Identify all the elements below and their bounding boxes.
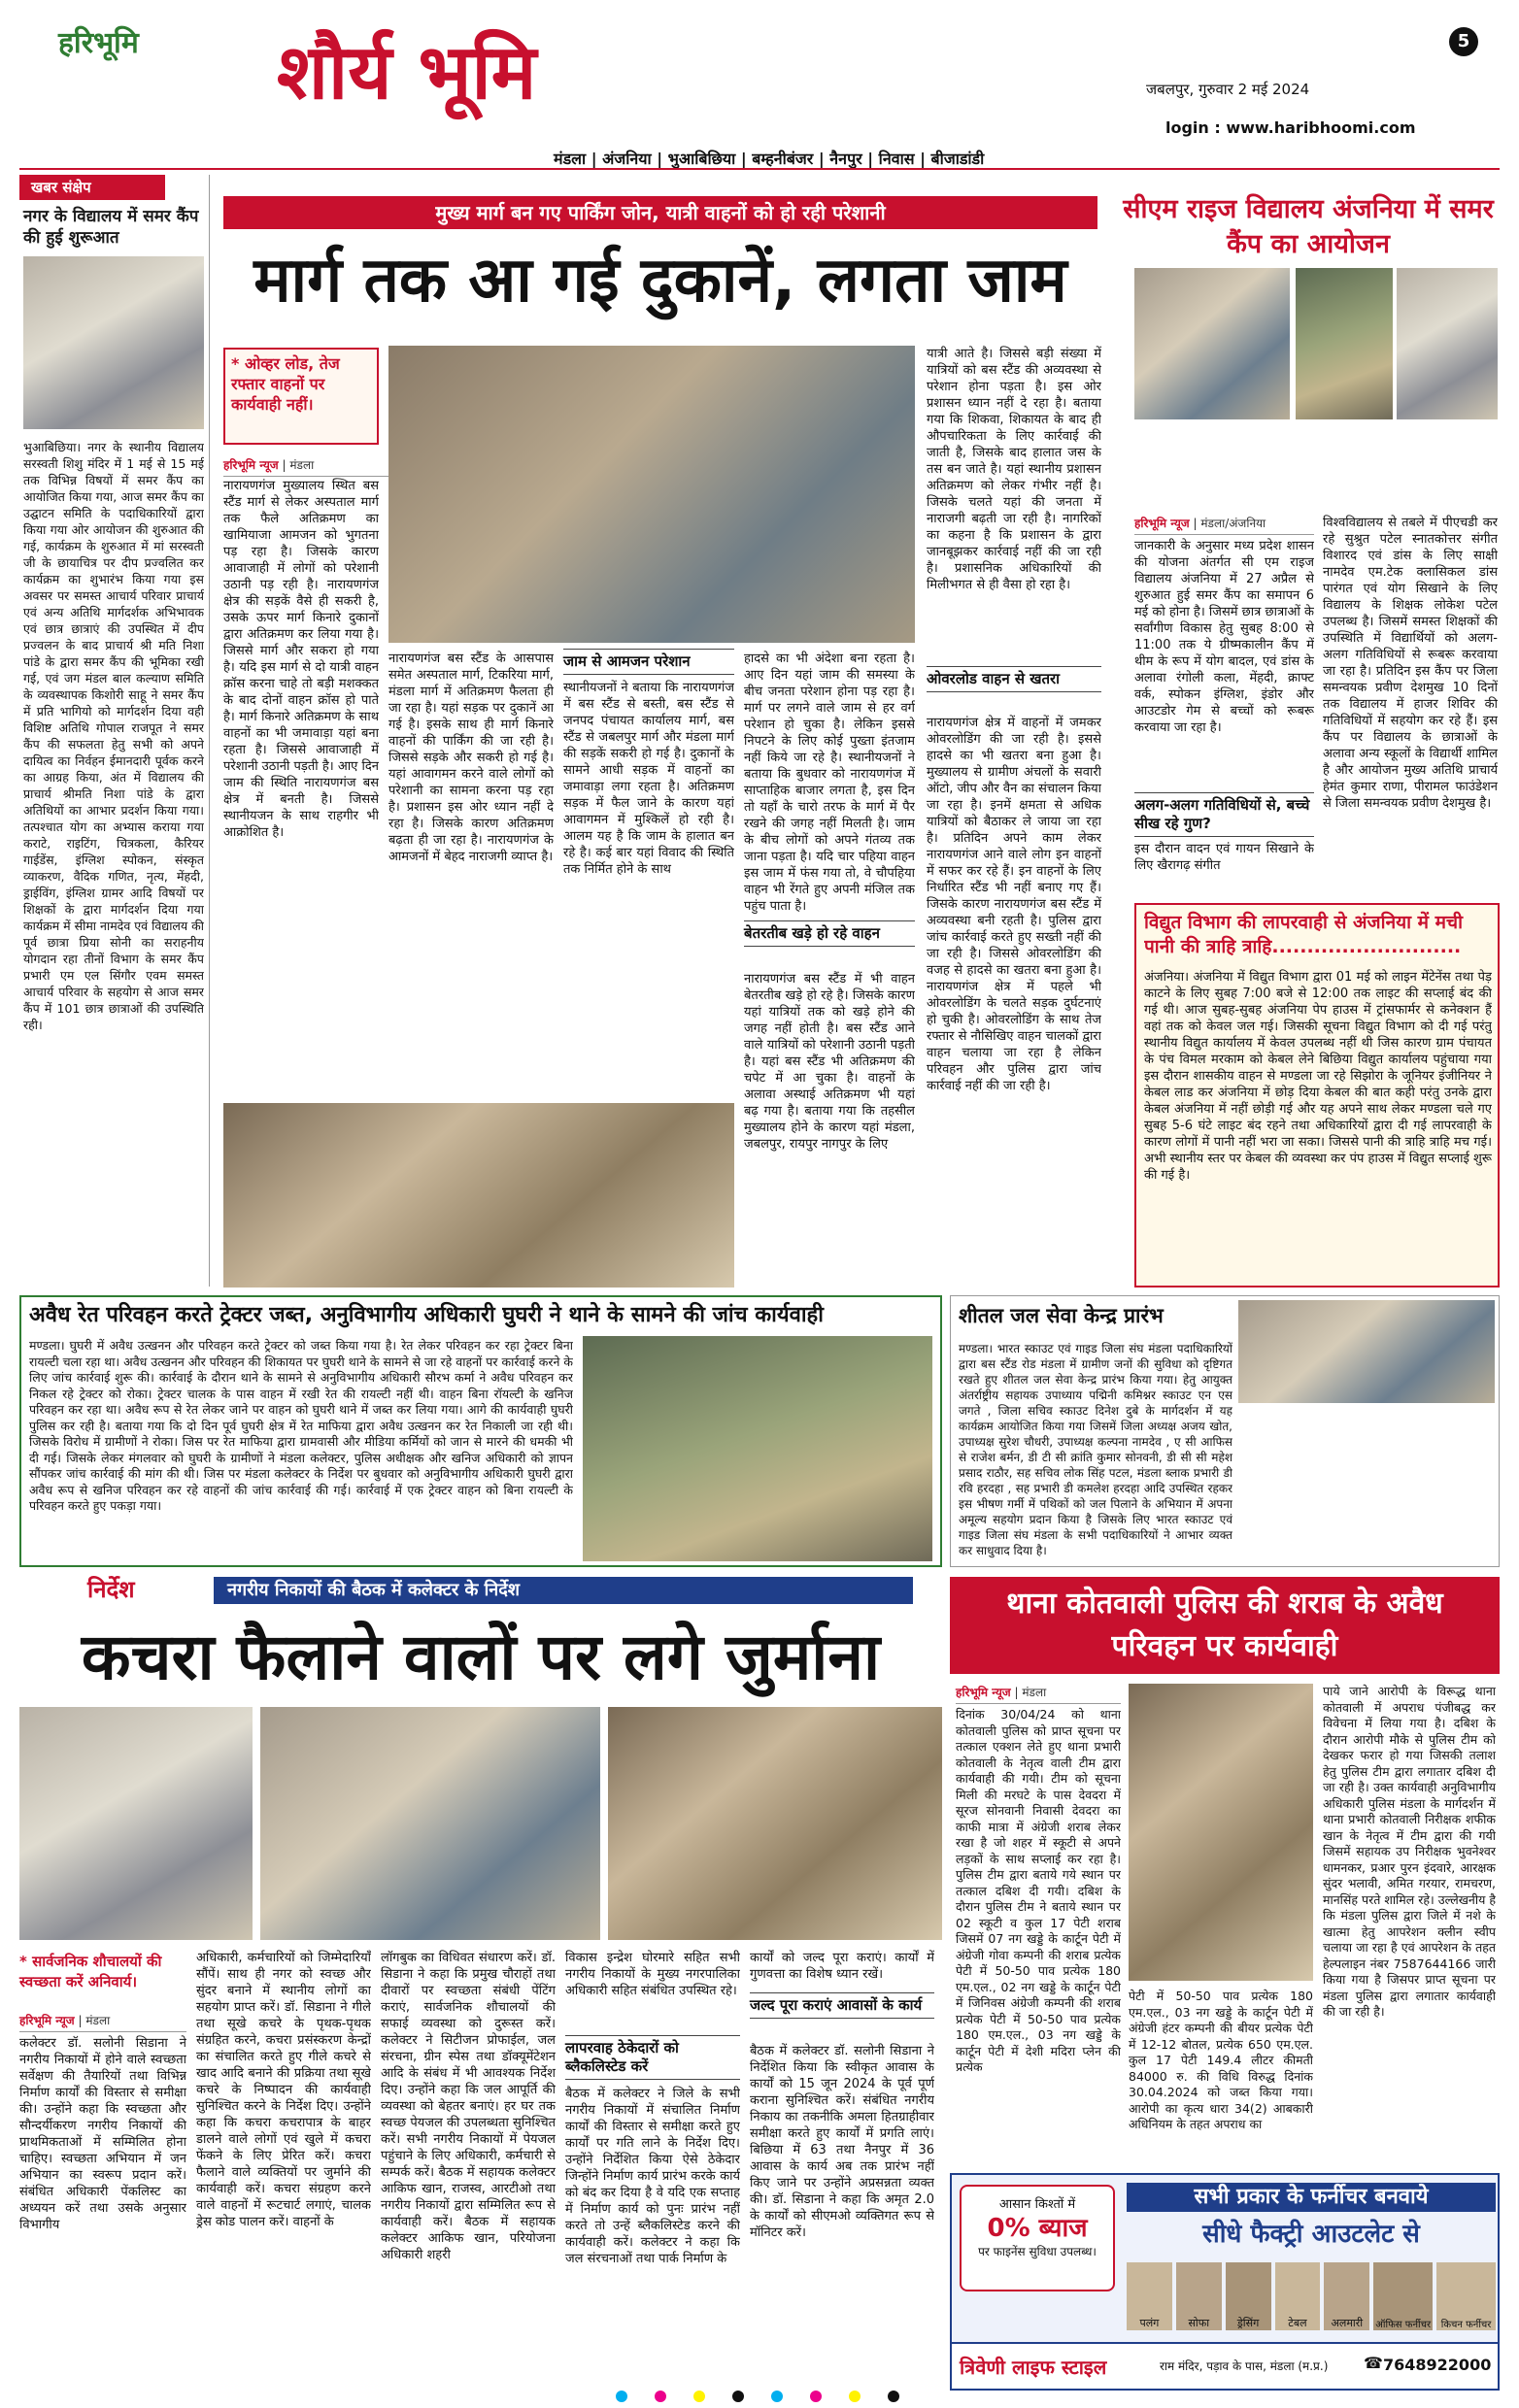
cm-rise-story [1117,175,1500,893]
water-body: मण्डला। भारत स्काउट एवं गाइड जिला संघ मंडला पदाधिकारियों द्वारा बस स्टैंड रोड मंडला में ग्रामीण जनों की सुविधा को दृष्टिगत रखते हुए शीतल जल सेवा केन्द्र प्रारंभ किया गया। हेतु आयुक्त अंतर्राष्ट्रीय सहायक उपाध्याय पद्मिनी कमिश्नर स्काउट एन एस जगते , जिला सचिव स्काउट दिनेश दुबे के मार्गदर्शन में यह कार्यक्रम आयोजित किया गया जिसमें जिला अध्यक्ष अजय खोत, उपाध्यक्ष सुरेश चौधरी, उपाध्यक्ष कल्पना नामदेव , ए सी आफिस से राजेश बर्मन, डी टी सी क्रांति कुमार सोनवनी, डी सी सी महेश प्रसाद राठौर, सह सचिव लोक सिंह पटल, मंडला ब्लाक प्रभारी डी रवि हरदहा , सह प्रभारी डी कमलेश हरदहा आदि उपस्थित रहकर इस भीषण गर्मी में पथिकों को जल पिलाने के अभियान में अपना अमूल्य सहयोग प्रदान किया है जिसके लिए भारत स्काउट एवं गाइड जिला संघ मंडला के सभी पदाधिकारियों ने आभार व्यक्त कर साधुवाद दिया है। [959,1342,1232,1557]
collector-callout: * सार्वजनिक शौचालयों की स्वच्छता करें अनिवार्य। [19,1953,162,1990]
ad-brand: त्रिवेणी लाइफ स्टाइल [960,2356,1107,2379]
cm-rise-photo-3 [1397,268,1498,419]
brief-photo [23,256,204,429]
police-byline-brand: हरिभूमि न्यूज [956,1686,1011,1699]
ad-offer-mid: 0% ब्याज [987,2214,1088,2243]
cm-rise-byline-place: मंडला/अंजनिया [1200,517,1266,530]
ad-item: ड्रेसिंग [1226,2262,1271,2330]
reg-dot-cyan [616,2391,627,2402]
registration-marks [175,2391,1340,2406]
brief-label: खबर संक्षेप [19,175,165,200]
collector-col4b: बैठक में कलेक्टर ने जिले के सभी नगरीय निकायों में संचालित निर्माण कार्यों की विस्तार से समीक्षा करते हुए कार्यों पर गति लाने के निर्देश दिए। उन्होंने निर्देशित किया ऐसे ठेकेदार जिन्होंने निर्माण कार्य प्रारंभ करके कार्य को बंद कर दिया है वे यदि एक सप्ताह में निर्माण कार्य को पुनः प्रारंभ नहीं करते तो उन्हें ब्लैकलिस्टेड करने की कार्यवाही करें। कलेक्टर ने कहा कि जल संरचनाओं तथा पार्क निर्माण के [565,2087,740,2266]
lead-col4b: नारायणगंज बस स्टैंड में भी वाहन बेतरतीब खड़े हो रहे है। जिसके कारण यहां यात्रियों तक को खड़े होने की जगह नहीं होती है। बस स्टैंड आने वाले यात्रियों को परेशानी उठानी पड़ती है। यहां बस स्टैंड भी अतिक्रमण की चपेट में आ चुका है। वाहनों के अलावा अस्थाई अतिक्रमण भी यहां बढ़ गया है। बताया गया कि तहसील मुख्यालय होने के कारण यहां मंडला, जबलपुर, रायपुर नागपुर के लिए [744,972,915,1152]
cm-rise-headline: सीएम राइज विद्यालय अंजनिया में समर कैंप का आयोजन [1123,194,1494,259]
ad-item: टेबल [1275,2262,1321,2330]
police-byline-place: मंडला [1022,1686,1047,1699]
issue-date: जबलपुर, गुरुवार 2 मई 2024 [1146,81,1310,98]
brief-body: भुआबिछिया। नगर के स्थानीय विद्यालय सरस्वती शिशु मंदिर में 1 मई से 15 मई तक विभिन्न विषयों में समर कैंप का आयोजित किया गया, आज समर कैंप का उद्घाटन समिति के पदाधिकारियों द्वारा किया गया ओर आयोजन की शुरुआत की गई, कार्यक्रम के शुरुआत में मां सरस्वती जी के छायाचित्र पर दीप प्रज्वलित कर कार्यक्रम का शुभारंभ किया गया इस अवसर पर समस्त आचार्य परिवार प्राचार्य एवं अन्य अतिथि मार्गदर्शक अभिभावक एवं छात्र छात्राएं की उपस्थित में दीप प्रज्वलन के बाद प्राचार्य श्री मति निशा पांडे के द्वारा समर कैंप की भूमिका रखी गई, एवं जग मंडल बाल कल्याण समिति के व्यवस्थापक किशोरी साहू ने समर कैंप में प्रति भागियो को मार्गदर्शन दिया वही विशिष्ट अतिथि गोपाल राजपूत ने समर कैंप की सफलता हेतु सभी को अपने दायित्व का निर्वहन ईमानदारी पूर्वक करने का आग्रह किया, अंत में विद्यालय की प्राचार्य श्रीमति निशा पांडे के द्वारा अतिथियों का आभार प्रदर्शन किया गया। तत्पश्चात योग का अभ्यास कराया गया कराटे, राइटिंग, चित्रकला, कैरियर गाईडेंस, इंग्लिश स्पोकन, संस्कृत व्याकरण, वैदिक गणित, नृत्य, मेंहदी, ड्राईविंग, इंग्लिश ग्रामर आदि विषयों पर शिक्षकों के द्वारा मार्गदर्शन दिया गया कार्यक्रम में सीमा नामदेव एवं विद्यालय की पूर्व छात्रा प्रिया सोनी का सराहनीय योगदान रहा तीनों विभाग के समर कैंप प्रभारी एम एल सिंगौर एवम समस्त आचार्य परिवार के सहयोग से आज समर कैंप में 101 छात्र छात्राओं की उपस्थिति रही। [23,440,204,1032]
brief-column [19,175,210,1287]
lead-kicker: मुख्य मार्ग बन गए पार्किंग जोन, यात्री वाहनों को हो रही परेशानी [223,196,1097,229]
ad-offer [960,2185,1115,2291]
collector-col5b: बैठक में कलेक्टर डॉ. सलोनी सिडाना ने निर्देशित किया कि स्वीकृत आवास के कार्यों को 15 जून 2024 के पूर्व पूर्ण कराना सुनिश्चित करें। संबंधित नगरीय निकाय का तकनीकि अमला हितग्राहीवार समीक्षा करते हुए कार्यों में प्रगति लाएं। बिछिया में 63 तथा नैनपुर में 36 आवास के कार्य अब तक प्रारंभ नहीं किए जाने पर उन्होंने अप्रसन्नता व्यक्त की। डॉ. सिडाना ने कहा कि अमृत 2.0 के कार्यों को सीएमओ व्यक्तिगत रूप से मॉनिटर करें। [750,2044,934,2240]
login-url[interactable]: login : www.haribhoomi.com [1165,118,1416,137]
lead-col1: नारायणगंज मुख्यालय स्थित बस स्टैंड मार्ग से लेकर अस्पताल मार्ग तक फैले अतिक्रमण का खामियाजा आमजन को भुगतना पड़ रहा है। जिसके कारण आवाजाही में लोगों को परेशानी उठानी पड़ रही है। नारायणगंज क्षेत्र की सड़कें वैसे ही सकरी है, उसके ऊपर मार्ग किनारे दुकानों द्वारा अतिक्रमण कर लिया गया है। जिससे मार्ग और सकरा हो गया है। यदि इस मार्ग से दो यात्री वाहन क्रॉस करना चाहे तो बड़ी मशक्कत के बाद दोनों वाहन क्रॉस हो पाते है। मार्ग किनारे अतिक्रमण के साथ वाहनों का भी जमावाड़ा यहां बना रहता है। जिससे आवाजाही में परेशानी उठानी पड़ती है। आए दिन जाम की स्थिति नारायणगंज बस क्षेत्र में बनती है। जिससे स्थानीयजन के साथ राहगीर भी आक्रोशित है। [223,479,379,840]
cm-rise-byline: हरिभूमि न्यूज | मंडला/अंजनिया [1134,515,1314,535]
collector-col3: लॉगबुक का विधिवत संधारण करें। डॉ. सिडाना ने कहा कि प्रमुख चौराहों तथा दीवारों पर स्वच्छता संबंधी पेंटिंग कराएं, सार्वजनिक शौचालयों की सफाई व्यवस्था को दुरूस्त करें। कलेक्टर ने सिटीजन प्रोफाईल, जल संरचना, ग्रीन स्पेस तथा डॉक्यूमेंटेशन आदि के संबंध में भी आवश्यक निर्देश दिए। उन्होंने कहा कि जल आपूर्ति की व्यवस्था को बेहतर बनाएं। हर घर तक स्वच्छ पेयजल की उपलब्धता सुनिश्चित करें। सभी नगरीय निकायों में पेयजल पहुंचाने के लिए अधिकारी, कर्मचारी से सम्पर्क करें। बैठक में सहायक कलेक्टर आकिफ खान, राजस्व, आरटीओ तथा नगरीय निकायों द्वारा सम्मिलित रूप से कार्यवाही करें। बैठक में सहायक कलेक्टर आकिफ खान, परियोजना अधिकारी शहरी [381,1951,556,2262]
lead-callout: * ओव्हर लोड, तेज रफ्तार वाहनों पर कार्यवाही नहीं। [231,354,340,414]
reg-dot-black [888,2391,899,2402]
collector-col1: कलेक्टर डॉ. सलोनी सिडाना ने नगरीय निकायों में होने वाले स्वच्छता सर्वेक्षण की तैयारियों तथा विभिन्न निर्माण कार्यों की विस्तार से समीक्षा की। उन्होंने कहा कि स्वच्छता और सौन्दर्यीकरण नगरीय निकायों की प्राथमिकताओं में सम्मिलित होना चाहिए। स्वच्छता अभियान में जन अभियान का स्वरूप प्रदान करें। संबंधित अधिकारी पेंकलिस्ट का अध्ययन करें तथा उसके अनुसार विभागीय [19,2036,186,2232]
reg-dot-yellow [693,2391,705,2402]
cm-rise-photo-1 [1134,268,1290,419]
sand-photo [583,1336,932,1561]
ad-sub: सीधे फैक्ट्री आउटलेट से [1202,2220,1420,2249]
collector-col5-sub: जल्द पूरा कराएं आवासों के कार्य [750,1992,934,2019]
police-story [950,1577,1500,2165]
lead-col5b: नारायणगंज क्षेत्र में वाहनों में जमकर ओवरलोडिंग की जा रही है। इससे हादसे का भी खतरा बना हुआ है। मुख्यालय से ग्रामीण अंचलों के सवारी ऑटो, जीप और वैन का संचालन किया जा रहा है। इनमें क्षमता से अधिक यात्रियों को बैठाकर ले जाया जा रहा है। प्रतिदिन अपने काम लेकर नारायणगंज आने वाले लोग इन वाहनों में सफर कर रहे हैं। इन वाहनों के लिए निर्धारित स्टैंड भी नहीं बनाए गए हैं। जिसके कारण नारायणगंज बस स्टैंड में अव्यवस्था बनी रहती है। पुलिस द्वारा जांच कार्रवाई करते हुए सख्ती नहीं की जा रही है। जिससे ओवरलोडिंग की वजह से हादसे का खतरा बना हुआ है। नारायणगंज क्षेत्र में पहले भी ओवरलोडिंग के चलते सड़क दुर्घटनाएं हो चुकी है। ओवरलोडिंग के साथ तेज रफ्तार से नौसिखिए वाहन चालकों द्वारा वाहन चलाया जा रहा है लेकिन परिवहन और पुलिस द्वारा जांच कार्रवाई नहीं की जा रही है। [927,716,1101,1093]
collector-photo-3 [608,1707,942,1940]
collector-byline: हरिभूमि न्यूज | मंडला [19,2012,186,2032]
ad-top: सभी प्रकार के फर्नीचर बनवाये [1127,2183,1496,2212]
police-headline: थाना कोतवाली पुलिस की शराब के अवैध परिवहन पर कार्यवाही [950,1577,1500,1674]
phone-icon: ☎ [1364,2354,1383,2372]
lead-col3-sub: जाम से आमजन परेशान [563,649,734,675]
lead-col4-sub: बेतरतीब खड़े हो रहे वाहन [744,920,915,947]
cm-rise-col1b: इस दौरान वादन एवं गायन सिखाने के लिए खैरागढ़ संगीत [1134,842,1314,873]
lead-col2: नारायणगंज बस स्टैंड के आसपास समेत अस्पताल मार्ग, टिकरिया मार्ग, मंडला मार्ग में अतिक्रमण फैलता ही जा रहा है। यहां सड़क पर दुकानें आ गई है। इसके साथ ही मार्ग किनारे वाहनों की पार्किंग की जा रही है। जिससे सड़के और सकरी हो गई है। यहां आवागमन करने वाले लोगों को परेशानी का सामना करना पड़ रहा है। प्रशासन इस ओर ध्यान नहीं दे रहा है। जिसके कारण अतिक्रमण बढ़ता ही जा रहा है। नारायणगंज के आमजनों में बेहद नाराजगी व्याप्त है। [388,652,554,864]
lead-photo-bottom [223,1103,734,1288]
lead-photo-top [388,346,915,643]
electricity-story [1134,903,1500,1288]
ad-item: ऑफिस फर्नीचर [1373,2262,1433,2330]
police-photo [1129,1684,1313,1981]
cm-rise-col1: जानकारी के अनुसार मध्य प्रदेश शासन की योजना अंतर्गत सी एम राइज विद्यालय अंजनिया में 27 अप्रैल से शुरुआत हुई समर कैंप का समापन 6 मई को होना है। जिसमें छात्र छात्राओं के सर्वांगीण विकास हेतु सुबह 8:00 से 11:00 तक ये ग्रीष्मकालीन कैंप में थीम के रूप में योग बादल, एवं डांस के अलावा रंगोली कला, मेंहदी, क्राफ्ट वर्क, स्पोकन इंग्लिश, इंडोर और आउटडोर गेम से बच्चों को रूबरू करवाया जा रहा है। [1134,539,1314,735]
lead-story [216,175,1109,1291]
lead-byline: हरिभूमि न्यूज | मंडला [223,456,456,477]
reg-dot-magenta [810,2391,822,2402]
cm-rise-byline-brand: हरिभूमि न्यूज [1134,517,1190,530]
electricity-body: अंजनिया। अंजनिया में विद्युत विभाग द्वारा 01 मई को लाइन मेंटेनेंस तथा पेड़ काटने के लिए सुबह 7:00 बजे से 12:00 तक लाइट की सप्लाई बंद की गई थी। आज सुबह-सुबह अंजनिया पेप हाउस में ट्रांसफार्मर से कनेक्शन हैं वहां तक को केवल जल गई। जिसकी सूचना विद्युत विभाग को दी गई परंतु स्थानीय विद्युत कार्यालय में केवल उपलब्ध नहीं थी जिस कारण ग्राम पंचायत के पंच विमल मरकाम को केबल लेने बिछिया विद्युत कार्यालय पहुंचाया गया इस दौरान शासकीय वाहन से मण्डला जा रहे सिझोरा के जूनियर इंजीनियर ने केबल लाड कर अंजनिया में छोड़ दिया केबल की बात कही परंतु उनके द्वारा केबल अंजनिया में नहीं छोड़ी गई और यह अपने साथ लेकर मण्डला चले गए सुबह 5-6 घंटे लाइट बंद रहने तथा अधिकारियों द्वारा दी गई लापरवाही के कारण लोगों में पानी नहीं भरा जा सका। जिससे पानी की त्राहि त्राहि मच गई। अभी स्थानीय स्तर पर केबल की व्यवस्था कर पंप हाउस में विद्युत सप्लाई शुरू की गई है। [1144,970,1492,1183]
police-col3: पाये जाने आरोपी के विरूद्ध थाना कोतवाली में अपराध पंजीबद्ध कर विवेचना में लिया गया है। दबिश के दौरान आरोपी मौके से पुलिस टीम को देखकर फरार हो गया जिसकी तलाश हेतु पुलिस टीम द्वारा लगातार दबिश दी जा रही है। उक्त कार्यवाही अनुविभागीय अधिकारी पुलिस मंडला के मार्गदर्शन में थाना प्रभारी कोतवाली निरीक्षक शफीक खान के नेतृत्व में टीम द्वारा की गयी जिसमें सहायक उप निरीक्षक भुवनेश्वर धामनकर, प्रआर पुरन इंदवारे, आरक्षक सुंदर भलावी, अमित गरयार, रामचरण, मानसिंह परते शामिल रहे। उल्लेखनीय है कि मंडला पुलिस द्वारा जिले में नशे के खात्मा हेतु आपरेशन क्लीन स्वीप चलाया जा रहा है एवं आपरेशन के तहत हेल्पलाइन नंबर 7587644166 जारी किया गया है जिसपर प्राप्त सूचना पर मंडला पुलिस द्वारा लगातार कार्यवाही की जा रही है। [1323,1684,1496,2019]
section-title: शौर्य भूमि [277,29,537,117]
ad-items [1127,2262,1496,2330]
ad-offer-bottom: पर फाइनेंस सुविधा उपलब्ध। [978,2245,1097,2258]
reg-dot-black [732,2391,744,2402]
reg-dot-magenta [655,2391,666,2402]
cm-rise-col1-sub: अलग-अलग गतिविधियों से, बच्चे सीख रहे गुण? [1134,792,1314,837]
sand-headline: अवैध रेत परिवहन करते ट्रेक्टर जब्त, अनुविभागीय अधिकारी घुघरी ने थाने के सामने की जांच कार्यवाही [29,1303,824,1327]
lead-byline-brand: हरिभूमि न्यूज [223,458,279,472]
collector-byline-brand: हरिभूमि न्यूज [19,2014,75,2027]
electricity-headline: विद्युत विभाग की लापरवाही से अंजनिया में मची पानी की त्राहि त्राहि........................... [1144,912,1463,957]
ad-footer [952,2342,1498,2389]
ad-item: किचन फर्नीचर [1436,2262,1496,2330]
brand-logo: हरिभूमि [58,26,139,60]
ad-offer-top: आसान किश्तों में [998,2197,1076,2212]
lead-headline: मार्ग तक आ गई दुकानें, लगता जाम [253,245,1067,317]
furniture-ad[interactable] [950,2173,1500,2391]
collector-col2: अधिकारी, कर्मचारियों को जिम्मेदारियाँ सौंपें। साथ ही नगर को स्वच्छ और सुंदर बनाने में स्थानीय लोगों का सहयोग प्राप्त करें। डॉ. सिडाना ने गीले तथा सूखे कचरे के पृथक-पृथक संग्रहित करने, कचरा प्रसंस्करण केन्द्रों का संचालित करते हुए गीले कचरे से खाद आदि बनाने की प्रक्रिया तथा सूखे कचरे के निष्पादन की कार्यवाही सुनिश्चित करने के निर्देश दिए। उन्होंने कहा कि कचरा कचरापात्र के बाहर डालने वाले लोगों एवं खुले में कचरा फेंकने के लिए प्रेरित करें। कचरा फैलाने वाले व्यक्तियों पर जुर्माने की कार्यवाही करें। कचरा संग्रहण करने वाले वाहनों में रूटचार्ट लगाएं, चालक ड्रेस कोड पालन करें। वाहनों के [196,1951,371,2229]
places-bar: मंडला | अंजनिया | भुआबिछिया | बम्हनीबंजर | नैनपुर | निवास | बीजाडांडी [554,150,985,168]
lead-callout-box [223,348,379,445]
collector-kicker: नगरीय निकायों की बैठक में कलेक्टर के निर्देश [214,1577,913,1604]
collector-label: निर्देश [87,1576,135,1603]
ad-item: सोफा [1176,2262,1222,2330]
water-story [950,1295,1500,1567]
ad-item: पलंग [1127,2262,1172,2330]
collector-story [19,1573,942,2389]
lead-byline-place: मंडला [289,458,315,472]
collector-col5: कार्यों को जल्द पूरा कराएं। कार्यों में गुणवत्ता का विशेष ध्यान रखें। [750,1951,934,1982]
lead-col5: यात्री आते है। जिससे बड़ी संख्या में यात्रियों को बस स्टैंड की अव्यवस्था से परेशान होना पड़ता है। इस ओर प्रशासन ध्यान नहीं दे रहा है। बताया गया कि शिकवा, शिकायत के बाद ही औपचारिकता के लिए कार्रवाई की जाती है, जिसके बाद हालात जस के तस बन जाते है। यहां स्थानीय प्रशासन अतिक्रमण को लेकर गंभीर नहीं है। जिसके चलते यहां की जनता में नाराजगी बढ़ती जा रही है। नागरिकों का कहना है कि प्रशासन के द्वारा जानबूझकर कार्रवाई नहीं की जा रही है। प्रशासनिक अधिकारियों की मिलीभगत से ही वैसा हो रहा है। [927,347,1101,592]
ad-phone[interactable]: 7648922000 [1383,2356,1492,2374]
sand-story [19,1295,942,1567]
masthead [0,0,1519,170]
cm-rise-photo-2 [1296,268,1393,419]
collector-col4-sub: लापरवाह ठेकेदारों को ब्लैकलिस्टेड करें [565,2035,740,2080]
lead-col4: हादसे का भी अंदेशा बना रहता है। आए दिन यहां जाम की समस्या के बीच जनता परेशान होना पड़ रहा है। मार्ग पर लगने वाले जाम से हर वर्ग परेशान हो चुका है। लेकिन इससे निपटने के लिए कोई पुख्ता इंतजाम नहीं किये जा रहे है। स्थानीयजनों ने बताया कि बुधवार को नारायणगंज में साप्ताहिक बाजार लगता है, इस दिन तो यहाँ के चारो तरफ के मार्ग में पैर रखने की जगह नहीं मिलती है। जाम के बीच लोगों को अपने गंतव्य तक जाना पड़ता है। यदि चार पहिया वाहन इस जाम में फंस गया तो, वे चौपहिया वाहन भी रेंगते हुए अपनी मंजिल तक पहुंच पाता है। [744,652,915,914]
lead-col3: स्थानीयजनों ने बताया कि नारायणगंज में बस स्टैंड से बस्ती, बस स्टैंड से जनपद पंचायत कार्यालय मार्ग, बस स्टैंड से जबलपुर मार्ग और मंडला मार्ग की सड़कें सकरी हो गई है। दुकानों के सामने आधी सड़क में वाहनों का जमावाड़ा लगा रहता है। अतिक्रमण सड़क में फैल जाने के कारण यहां आवागमन में मुश्किलें हो रही है। आलम यह है कि जाम के हालात बन रहे है। कई बार यहां विवाद की स्थिति तक निर्मित होने के साथ [563,681,734,877]
collector-col4: विकास इन्द्रेश घोरमारे सहित सभी नगरीय निकायों के मुख्य नगरपालिका अधिकारी सहित संबंधित उपस्थित रहे। [565,1951,740,1998]
police-col1: दिनांक 30/04/24 को थाना कोतवाली पुलिस को प्राप्त सूचना पर तत्काल एक्शन लेते हुए थाना प्रभारी कोतवाली के नेतृत्व वाली टीम द्वारा कार्यवाही की गयी। टीम को सूचना मिली की मरघटे के पास देवदरा में सूरज सोनवानी निवासी देवदरा का काफी मात्रा में अंग्रेजी शराब लेकर रखा है जो शहर में स्कूटी से अपने लड़कों के साथ सप्लाई कर रहा है। पुलिस टीम द्वारा बताये गये स्थान पर तत्काल दबिश दी गयी। दबिश के दौरान पुलिस टीम ने बताये स्थान पर 02 स्कूटी व कुल 17 पेटी शराब जिसमें 07 नग खड्डे के कार्टून पेटी में अंग्रेजी गोवा कम्पनी की शराब प्रत्येक पेटी में 50-50 पाव प्रत्येक 180 एम.एल., 02 नग खड्डे के कार्टून पेटी में जिनिवस अंग्रेजी कम्पनी की शराब प्रत्येक पेटी में 50-50 पाव प्रत्येक 180 एम.एल., 03 नग खड्डे के कार्टून पेटी में देशी मदिरा प्लेन की प्रत्येक [956,1707,1121,2074]
collector-photo-2 [260,1707,600,1940]
reg-dot-cyan [771,2391,783,2402]
collector-photo-1 [19,1707,253,1940]
reg-dot-yellow [849,2391,861,2402]
water-headline: शीतल जल सेवा केन्द्र प्रारंभ [959,1304,1164,1327]
sand-body: मण्डला। घुघरी में अवैध उत्खनन और परिवहन करते ट्रेक्टर को जब्त किया गया है। रेत लेकर परिवहन कर रहा ट्रेक्टर बिना रायल्टी चला रहा था। अवैध उत्खनन और परिवहन की शिकायत पर घुघरी थाने के सामने से जा रहे वाहनों पर कार्रवाई करने के लिए जांच कार्रवाई शुरू की। कार्रवाई के दौरान थाने के सामने से अनुविभागीय अधिकारी सौरभ कर्मा ने अवैध परिवहन कर निकल रहे ट्रेक्टर को रोका। ट्रेक्टर चालक के पास वाहन में रखी रेत की रायल्टी नहीं थी। वाहन बिना रॉयल्टी के खनिज परिवहन कर रहा था। अवैध रूप से रेत लेकर जाने पर वाहन को घुघरी थाने में जब्त कर लिया गया। आगे की कार्यवाही घुघरी पुलिस कर रही है। बताया गया कि दो दिन पूर्व घुघरी क्षेत्र में रेत माफिया द्वारा अवैध उत्खनन कर रेत निकाली जा रही थी। जिसके विरोध में ग्रामीणों ने रोका। जिस पर रेत माफिया द्वारा ग्रामवासी और मीडिया कर्मियों को जान से मारने की धमकी भी दी गई। जिसके लेकर मंगलवार को घुघरी के ग्रामीणों ने मंडला कलेक्टर, पुलिस अधीक्षक और खनिज अधिकारी को ज्ञापन सौंपकर जांच कार्रवाई की मांग की थी। जिस पर मंडला कलेक्टर के निर्देश पर बुधवार को अनुविभागीय अधिकारी घुघरी द्वारा अवैध रूप से खनिज परिवहन कर रहे वाहनों की जांच कार्रवाई की गई। कार्रवाई में एक ट्रेक्टर वाहन को बिना रायल्टी के परिवहन करते हुए पकड़ा गया। [29,1338,573,1513]
masthead-rule [19,168,1500,170]
cm-rise-col2: विश्वविद्यालय से तबले में पीएचडी कर रहे सुश्रुत पटेल स्नातकोत्तर संगीत विशारद एवं डांस के लिए साक्षी नामदेव एम.टेक क्लासिकल डांस पारंगत एवं योग सिखाने के लिए विद्यालय के शिक्षक लोकेश पटेल उपलब्ध है। जिसमें समस्त शिक्षकों की उपस्थिति में विद्यार्थियों को अलग-अलग गतिविधियों से रूबरू करवाया जा रहा है। प्रतिदिन इस कैंप पर जिला समन्वयक प्रवीण देशमुख 10 दिनों तक विद्यालय में हाजर शिविर की गतिविधियों में सहयोग कर रहे हैं। इस कैंप पर विद्यालय के छात्राओं के अलावा अन्य स्कूलों के विद्यार्थी शामिल है और आयोजन मुख्य अतिथि प्राचार्य हेमंत कुमार राणा, पीरामल फाउंडेशन से जिला समन्वयक प्रवीण देशमुख है। [1323,516,1498,811]
lead-col5-sub: ओवरलोड वाहन से खतरा [927,666,1101,692]
ad-address: राम मंदिर, पड़ाव के पास, मंडला (म.प्र.) [1160,2359,1329,2373]
police-byline: हरिभूमि न्यूज | मंडला [956,1684,1121,1704]
page-number: 5 [1449,27,1478,56]
ad-item: अलमारी [1324,2262,1369,2330]
brief-title: नगर के विद्यालय में समर कैंप की हुई शुरूआत [23,207,199,248]
collector-headline: कचरा फैलाने वालों पर लगे जुर्माना [81,1620,881,1694]
police-col2: पेटी में 50-50 पाव प्रत्येक 180 एम.एल., 03 नग खड्डे के कार्टून पेटी में अंग्रेजी हंटर कम्पनी की बीयर प्रत्येक पेटी में 12-12 बोतल, प्रत्येक 650 एम.एल. कुल 17 पेटी 149.4 लीटर कीमती 84000 रु. की विधि विरुद्ध दिनांक 30.04.2024 को जब्त किया गया। आरोपी का कृत्य धारा 34(2) आबकारी अधिनियम के तहत अपराध का [1129,1989,1313,2131]
collector-byline-place: मंडला [85,2014,111,2027]
water-photo [1238,1300,1495,1403]
